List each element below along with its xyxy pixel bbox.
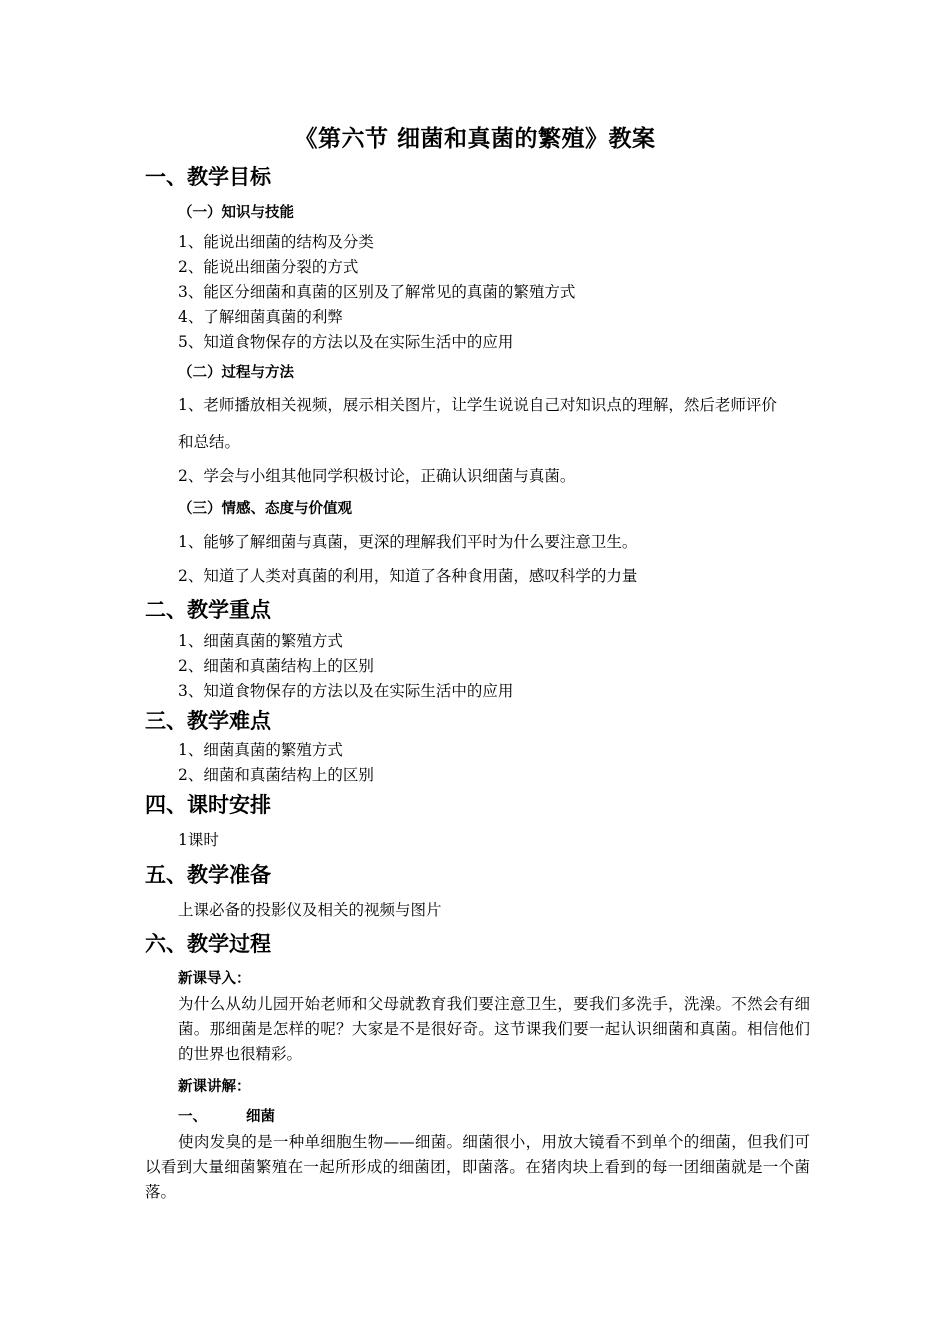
list-item: 2、知道了人类对真菌的利用，知道了各种食用菌，感叹科学的力量 [178,567,638,585]
part-paragraph: 使肉发臭的是一种单细胞生物——细菌。细菌很小，用放大镜看不到单个的细菌，但我们可以看到大量细菌繁殖在一起所形成的细菌团，即菌落。在猪肉块上看到的每一团细菌就是一个菌落。 [145,1133,810,1201]
preparation-text: 上课必备的投影仪及相关的视频与图片 [178,901,442,919]
list-item: 1、细菌真菌的繁殖方式 [178,632,343,650]
intro-paragraph: 为什么从幼儿园开始老师和父母就教育我们要注意卫生，要我们多洗手，洗澡。不然会有细菌。那细菌是怎样的呢？大家是不是很好奇。这节课我们要一起认识细菌和真菌。相信他们的世界也很精彩。 [178,995,810,1063]
list-item: 5、知道食物保存的方法以及在实际生活中的应用 [178,333,514,351]
document-title: 《第六节 细菌和真菌的繁殖》教案 [294,126,656,152]
subsection-heading-knowledge: （一）知识与技能 [178,205,294,221]
section-heading-preparation: 五、教学准备 [145,863,271,887]
section-heading-procedure: 六、教学过程 [145,932,271,956]
section-heading-key-points: 二、教学重点 [145,598,271,622]
section-heading-schedule: 四、课时安排 [145,793,271,817]
section-heading-difficulties: 三、教学难点 [145,709,271,733]
subsection-heading-process: （二）过程与方法 [178,365,294,381]
list-item-continuation: 和总结。 [178,433,241,451]
list-item: 1、细菌真菌的繁殖方式 [178,741,343,759]
part-number: 一、 [178,1109,207,1125]
intro-heading: 新课导入： [178,971,251,987]
section-heading-goals: 一、教学目标 [145,165,271,189]
list-item: 2、细菌和真菌结构上的区别 [178,657,374,675]
list-item: 3、能区分细菌和真菌的区别及了解常见的真菌的繁殖方式 [178,283,576,301]
lecture-heading: 新课讲解： [178,1079,251,1095]
list-item: 1、能说出细菌的结构及分类 [178,233,374,251]
list-item: 2、学会与小组其他同学积极讨论，正确认识细菌与真菌。 [178,467,576,485]
list-item: 1、老师播放相关视频，展示相关图片，让学生说说自己对知识点的理解，然后老师评价 [178,396,777,414]
subsection-heading-emotion: （三）情感、态度与价值观 [178,501,352,517]
schedule-text: 1课时 [178,831,219,849]
list-item: 2、细菌和真菌结构上的区别 [178,766,374,784]
list-item: 1、能够了解细菌与真菌，更深的理解我们平时为什么要注意卫生。 [178,533,638,551]
list-item: 4、了解细菌真菌的利弊 [178,308,343,326]
list-item: 3、知道食物保存的方法以及在实际生活中的应用 [178,682,514,700]
list-item: 2、能说出细菌分裂的方式 [178,258,359,276]
part-title: 细菌 [246,1109,275,1125]
